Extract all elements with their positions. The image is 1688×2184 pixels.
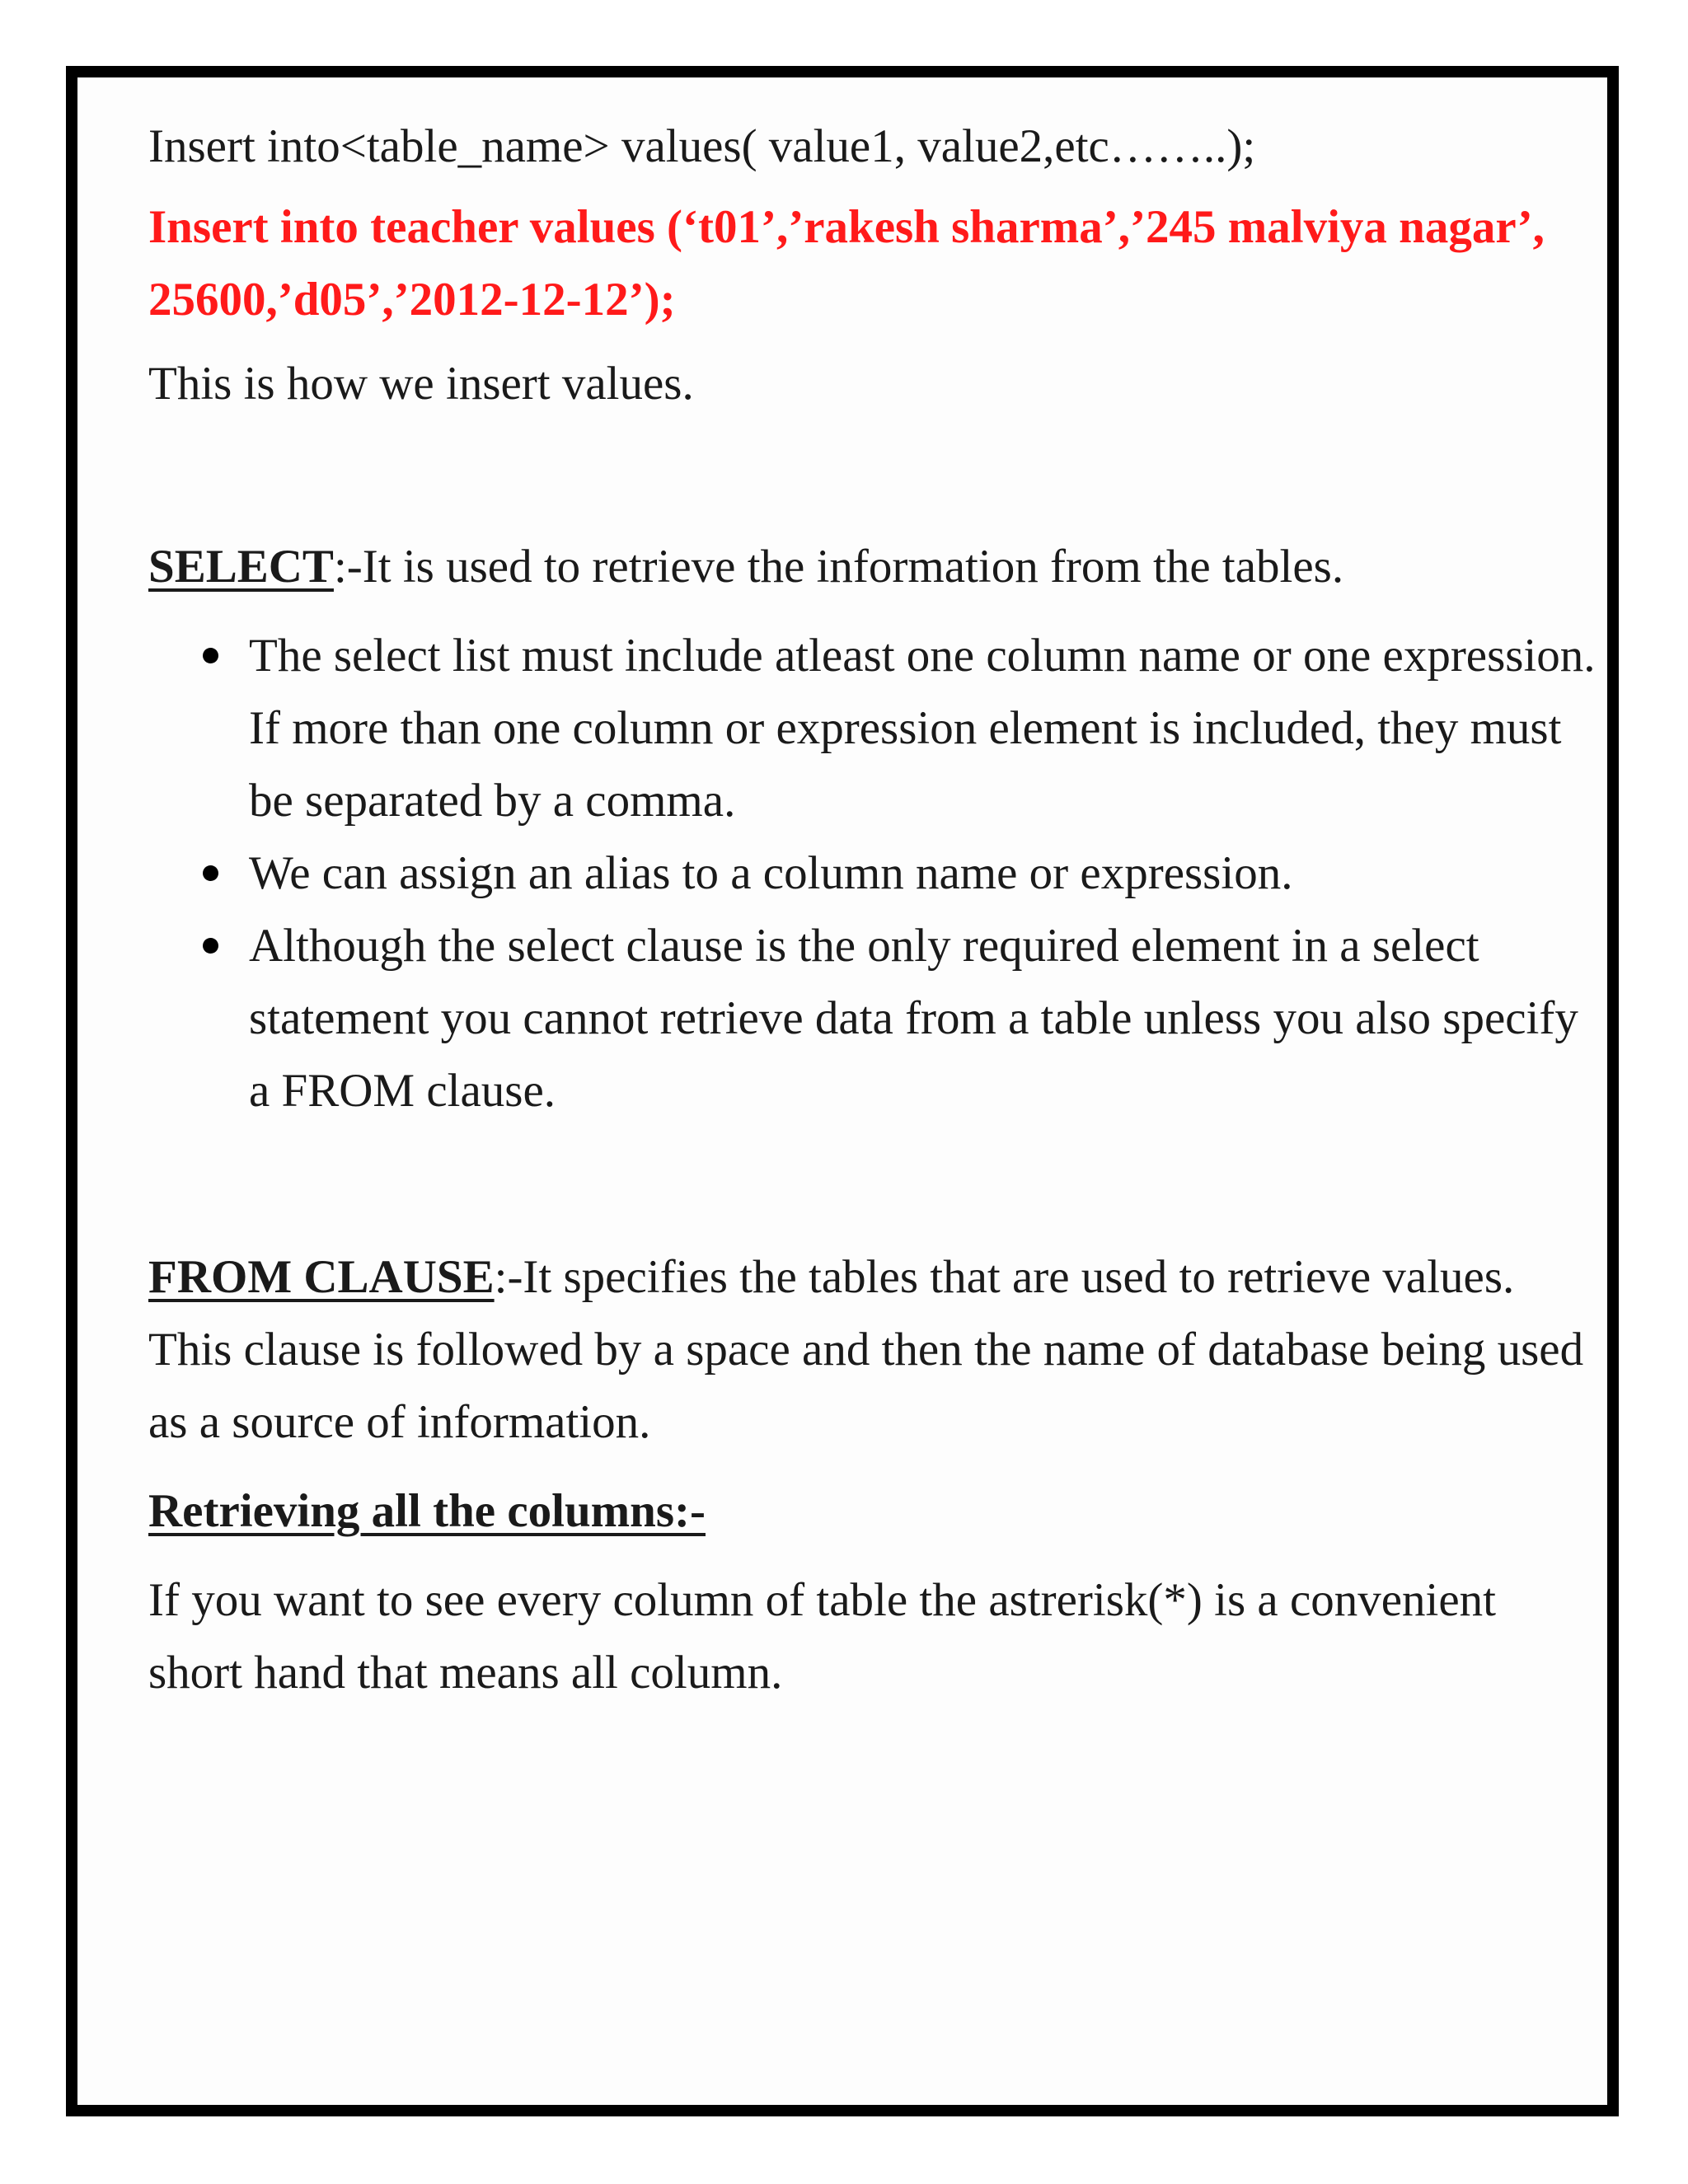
bullet-icon — [203, 648, 218, 663]
select-heading: SELECT — [148, 541, 334, 593]
bullet-text: The select list must include atleast one column name or one expression. If more than one column or expression element is included, they must be separated by a comma. — [249, 630, 1596, 827]
document-content — [148, 110, 1599, 1709]
list-item — [249, 620, 1599, 837]
from-description: :-It specifies the tables that are used to retrieve values. This clause is followed by a space and then the name of database being used as a source of information. — [148, 1251, 1584, 1448]
retrieve-heading: Retrieving all the columns:- — [148, 1485, 706, 1537]
select-section — [148, 531, 1599, 603]
list-item — [249, 910, 1599, 1127]
select-bullet-list — [148, 620, 1599, 1127]
page-frame — [66, 66, 1619, 2116]
insert-syntax-line: Insert into<table_name> values( value1, value2,etc……..); — [148, 120, 1256, 172]
select-description: :-It is used to retrieve the information from the tables. — [333, 541, 1344, 593]
bullet-text: Although the select clause is the only required element in a select statement you cannot retrieve data from a table unless you also specify a FROM clause. — [249, 920, 1578, 1117]
retrieve-description: If you want to see every column of table the astrerisk(*) is a convenient short hand that means all column. — [148, 1574, 1497, 1699]
insert-explanation: This is how we insert values. — [148, 358, 694, 410]
insert-example-sql: Insert into teacher values (‘t01’,’rakesh sharma’,’245 malviya nagar’, 25600,’d05’,’2012-12-12’); — [148, 201, 1545, 326]
bullet-icon — [203, 938, 218, 954]
list-item — [249, 837, 1599, 910]
from-heading: FROM CLAUSE — [148, 1251, 495, 1303]
bullet-icon — [203, 865, 218, 881]
retrieve-section-heading — [148, 1475, 1599, 1548]
bullet-text: We can assign an alias to a column name or expression. — [249, 847, 1293, 899]
from-section — [148, 1241, 1599, 1459]
